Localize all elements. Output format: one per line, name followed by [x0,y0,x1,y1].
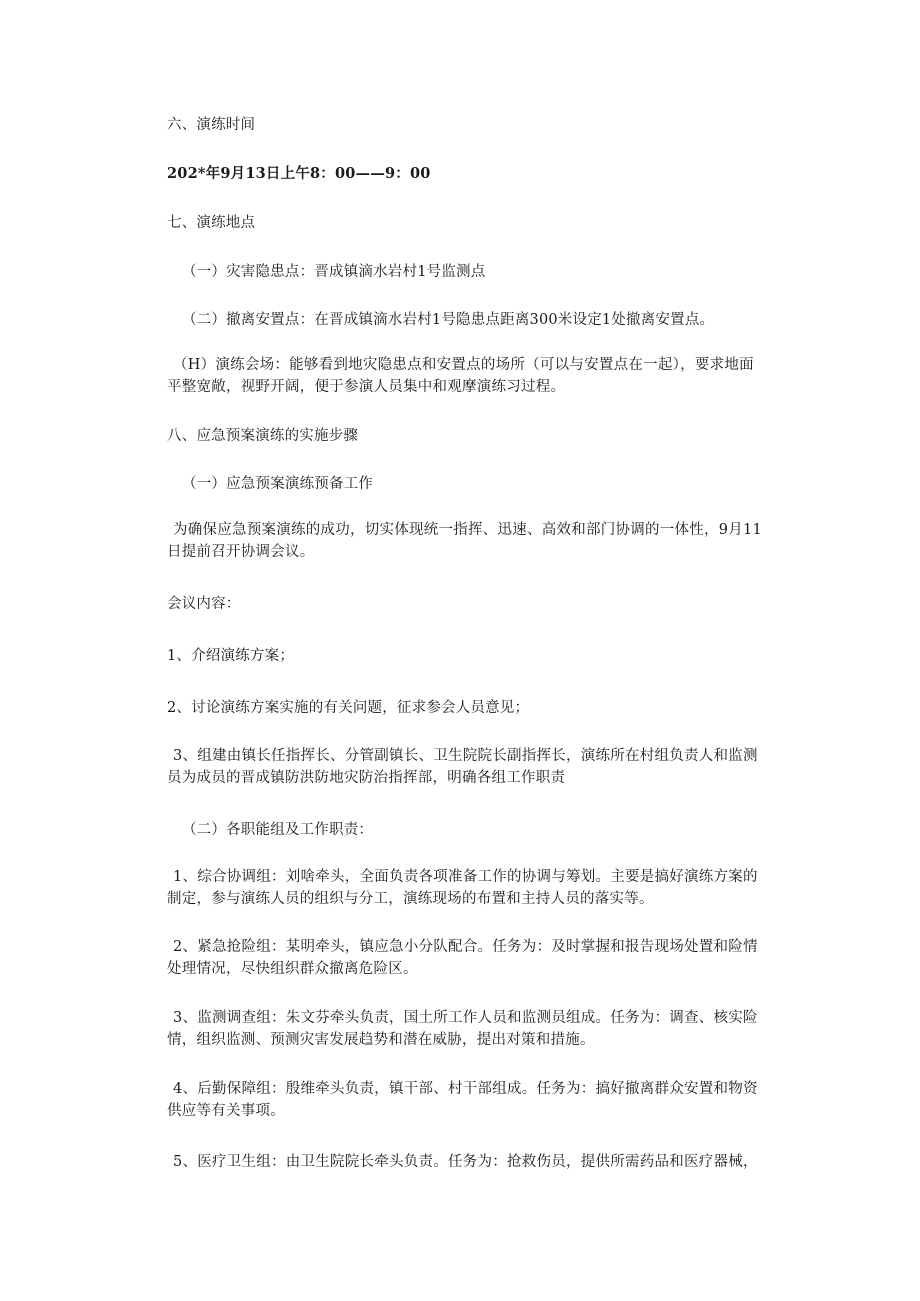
paragraph-line: 3、组建由镇长任指挥长、分管副镇长、卫生院院长副指挥长，演练所在村组负责人和监测 [173,748,758,764]
meeting-content-label: 会议内容： [167,596,241,612]
paragraph-line: 1、综合协调组：刘啥牵头，全面负责各项准备工作的协调与筹划。主要是搞好演练方案的 [173,869,758,885]
paragraph-line: 日提前召开协调会议。 [167,544,315,560]
paragraph-line: 制定，参与演练人员的组织与分工，演练现场的布置和主持人员的落实等。 [167,891,654,907]
meeting-item-3 [167,745,787,789]
paragraph-line: 平整宽敞，视野开阔，便于参演人员集中和观摩演练习过程。 [167,379,566,395]
subsection-heading-preparation: （一）应急预案演练预备工作 [182,476,374,492]
subsection-heading-duties: （二）各职能组及工作职责： [182,822,374,838]
duty-item-medical [167,1151,787,1173]
meeting-item-2: 2、讨论演练方案实施的有关问题，征求参会人员意见； [167,700,530,716]
paragraph-line: 供应等有关事项。 [167,1103,285,1119]
location-item-evacuation-point: （二）撤离安置点：在晋成镇滴水岩村1号隐患点距离300米设定1处撤离安置点。 [182,312,715,328]
drill-time-value: 202*年9月13日上午8：00——9：00 [167,165,431,182]
paragraph-line: 处理情况，尽快组织群众撤离危险区。 [167,961,418,977]
paragraph-line: 为确保应急预案演练的成功，切实体现统一指挥、迅速、高效和部门协调的一体性，9月11 [173,522,762,538]
section-heading-steps: 八、应急预案演练的实施步骤 [167,428,359,444]
paragraph-line: 5、医疗卫生组：由卫生院院长牵头负责。任务为：抢救伤员，提供所需药品和医疗器械， [173,1154,758,1170]
meeting-item-1: 1、介绍演练方案； [167,648,295,664]
duty-item-logistics [167,1078,787,1122]
paragraph-line: 情，组织监测、预测灾害发展趋势和潜在威胁，提出对策和措施。 [167,1032,595,1048]
preparation-paragraph [167,519,787,563]
paragraph-line: （H）演练会场：能够看到地灾隐患点和安置点的场所（可以与安置点在一起），要求地面 [173,357,754,373]
duty-item-rescue [167,936,787,980]
paragraph-line: 2、紧急抢险组：某明牵头，镇应急小分队配合。任务为：及时掌握和报告现场处置和险情 [173,939,758,955]
section-heading-location: 七、演练地点 [167,215,256,231]
duty-item-coordination [167,866,787,910]
paragraph-line: 3、监测调查组：朱文芬牵头负责，国土所工作人员和监测员组成。任务为：调查、核实险 [173,1010,758,1026]
section-heading-time: 六、演练时间 [167,117,256,133]
paragraph-line: 员为成员的晋成镇防洪防地灾防治指挥部，明确各组工作职责 [167,770,566,786]
duty-item-monitoring [167,1007,787,1051]
location-item-venue [167,354,787,398]
paragraph-line: 4、后勤保障组：殷维牵头负责，镇干部、村干部组成。任务为：搞好撤离群众安置和物资 [173,1081,758,1097]
location-item-hazard-point: （一）灾害隐患点：晋成镇滴水岩村1号监测点 [182,264,486,280]
